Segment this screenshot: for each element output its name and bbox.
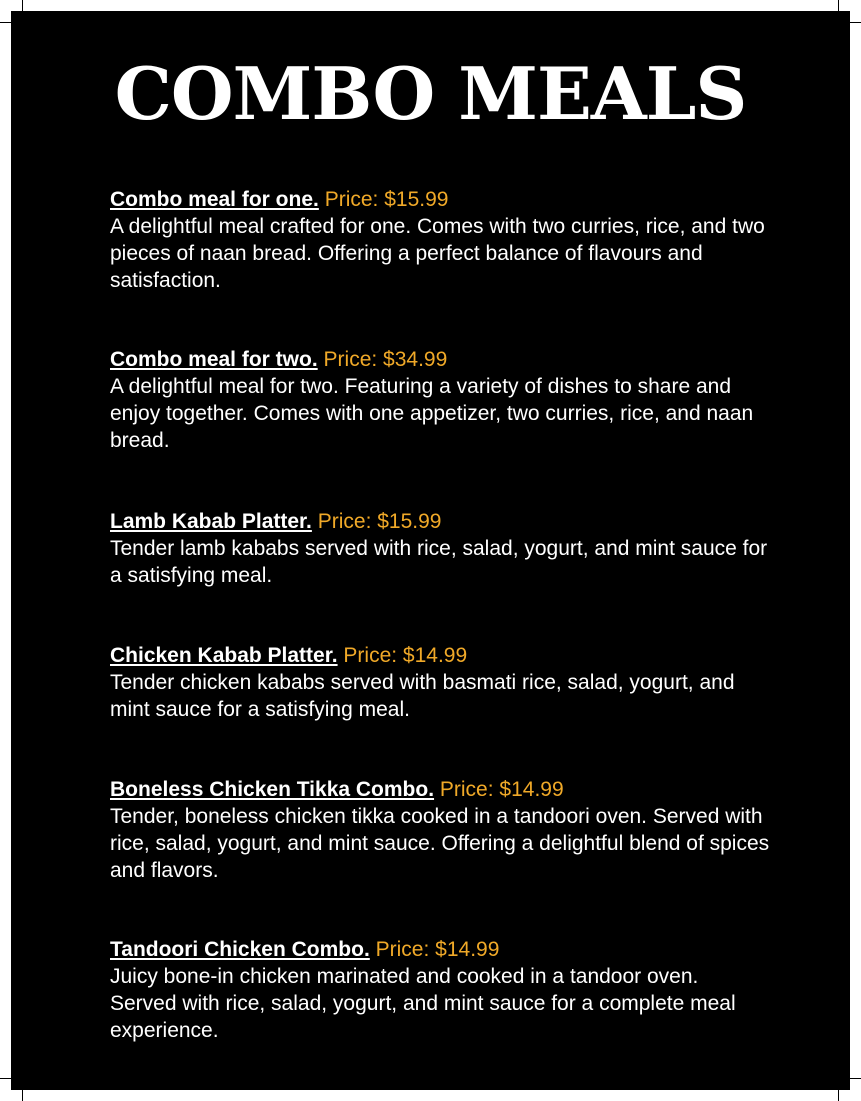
menu-item-heading (110, 346, 770, 373)
crop-mark-left-bottom (0, 1078, 11, 1079)
menu-item-combo-one (110, 186, 770, 294)
menu-item-heading (110, 936, 770, 963)
menu-item-tandoori-chicken (110, 936, 770, 1044)
menu-item-price: Price: $15.99 (317, 510, 442, 533)
crop-mark-top-left (22, 0, 23, 11)
menu-item-heading (110, 776, 770, 803)
menu-item-description: Tender lamb kababs served with rice, salad, yogurt, and mint sauce for a satisfying meal. (110, 537, 768, 587)
crop-mark-bottom-left (22, 1090, 23, 1101)
menu-item-heading (110, 186, 770, 213)
menu-item-name: Combo meal for two. (110, 348, 318, 371)
menu-item-name: Boneless Chicken Tikka Combo. (110, 778, 435, 801)
menu-item-combo-two (110, 346, 770, 454)
menu-item-lamb-kabab (110, 508, 770, 589)
menu-item-price: Price: $34.99 (323, 348, 448, 371)
menu-item-name: Chicken Kabab Platter. (110, 644, 338, 667)
menu-item-name: Lamb Kabab Platter. (110, 510, 312, 533)
crop-mark-left-top (0, 22, 11, 23)
menu-item-description: Juicy bone-in chicken marinated and cooked in a tandoor oven. Served with rice, salad, yogurt, and mint sauce for a complete meal experience. (110, 965, 736, 1042)
menu-item-description: Tender chicken kababs served with basmati rice, salad, yogurt, and mint sauce for a satisfying meal. (110, 671, 735, 721)
crop-mark-bottom-right (838, 1090, 839, 1101)
menu-item-price: Price: $15.99 (324, 188, 449, 211)
menu-item-price: Price: $14.99 (439, 778, 564, 801)
crop-mark-right-top (850, 22, 861, 23)
menu-item-name: Tandoori Chicken Combo. (110, 938, 370, 961)
menu-item-heading (110, 642, 770, 669)
menu-item-description: A delightful meal for two. Featuring a variety of dishes to share and enjoy together. Comes with one appetizer, two curries, rice, and naan bread. (110, 375, 754, 452)
menu-item-chicken-kabab (110, 642, 770, 723)
menu-item-description: A delightful meal crafted for one. Comes with two curries, rice, and two pieces of naan bread. Offering a perfect balance of flavours and satisfaction. (110, 215, 765, 292)
menu-item-heading (110, 508, 770, 535)
menu-item-description: Tender, boneless chicken tikka cooked in a tandoori oven. Served with rice, salad, yogurt, and mint sauce. Offering a delightful blend of spices and flavors. (110, 805, 770, 882)
menu-item-name: Combo meal for one. (110, 188, 319, 211)
menu-item-price: Price: $14.99 (375, 938, 500, 961)
crop-mark-right-bottom (850, 1078, 861, 1079)
page-title: COMBO MEALS (114, 51, 747, 136)
crop-mark-top-right (838, 0, 839, 11)
menu-item-chicken-tikka (110, 776, 770, 884)
menu-item-price: Price: $14.99 (343, 644, 468, 667)
